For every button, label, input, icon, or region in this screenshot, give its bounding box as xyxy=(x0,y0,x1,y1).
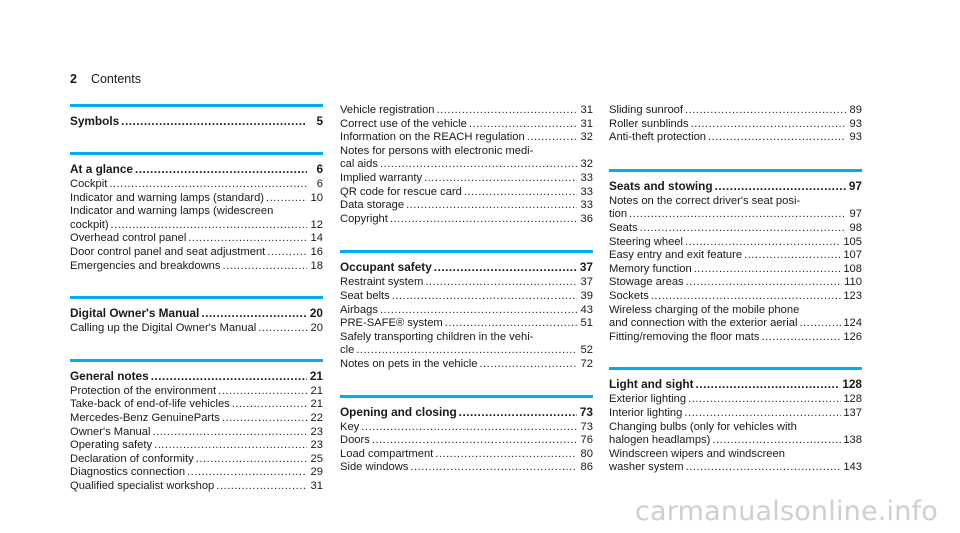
section-divider xyxy=(70,104,323,107)
toc-section-general-notes xyxy=(70,359,323,494)
section-divider xyxy=(340,250,593,253)
toc-entry[interactable]: Overhead control panel ..... 14 xyxy=(70,232,323,246)
toc-entry[interactable]: Memory function ..... 108 xyxy=(609,263,862,277)
toc-entry[interactable]: Take-back of end-of-life vehicles ..... 21 xyxy=(70,398,323,412)
toc-entry[interactable]: Side windows ..... 86 xyxy=(340,461,593,475)
toc-entry[interactable]: Notes on the correct driver's seat posi- xyxy=(609,194,801,207)
toc-entry[interactable]: Easy entry and exit feature ..... 107 xyxy=(609,249,862,263)
toc-section-heading[interactable]: At a glance ..... 6 xyxy=(70,162,323,177)
toc-entry[interactable]: Windscreen wipers and windscreen xyxy=(609,447,785,460)
toc-entry[interactable]: and connection with the exterior aerial ..... 124 xyxy=(609,317,862,331)
toc-entry[interactable]: Safely transporting children in the vehi- xyxy=(340,330,534,343)
toc-section-heading[interactable]: Light and sight ..... 128 xyxy=(609,377,862,392)
toc-section-general-notes-continued xyxy=(340,104,593,226)
toc-entry[interactable]: tion ..... 97 xyxy=(609,208,862,222)
toc-entry[interactable]: Vehicle registration ..... 31 xyxy=(340,104,593,118)
toc-entry[interactable]: Interior lighting ..... 137 xyxy=(609,407,862,421)
page-title: Contents xyxy=(90,72,141,86)
toc-entry[interactable]: Seat belts ..... 39 xyxy=(340,290,593,304)
toc-entry[interactable]: Load compartment ..... 80 xyxy=(340,448,593,462)
toc-entry[interactable]: Copyright ..... 36 xyxy=(340,213,593,227)
watermark-text: carmanualsonline.info xyxy=(635,496,938,527)
section-divider xyxy=(340,395,593,398)
toc-section-heading[interactable]: Opening and closing ..... 73 xyxy=(340,405,593,420)
toc-entry[interactable]: cockpit) ..... 12 xyxy=(70,219,323,233)
toc-section-opening-continued xyxy=(609,104,862,145)
toc-entry[interactable]: Anti-theft protection ..... 93 xyxy=(609,131,862,145)
toc-section-seats-and-stowing xyxy=(609,169,862,345)
toc-entry[interactable]: Cockpit ..... 6 xyxy=(70,178,323,192)
toc-entry[interactable]: Notes on pets in the vehicle ..... 72 xyxy=(340,358,593,372)
page-number: 2 xyxy=(70,72,77,86)
toc-entry[interactable]: Calling up the Digital Owner's Manual ..... 20 xyxy=(70,322,323,336)
toc-entry[interactable]: Airbags ..... 43 xyxy=(340,304,593,318)
toc-entry[interactable]: Sliding sunroof ..... 89 xyxy=(609,104,862,118)
toc-entry[interactable]: Key ..... 73 xyxy=(340,421,593,435)
toc-entry[interactable]: washer system ..... 143 xyxy=(609,461,862,475)
toc-entry[interactable]: Doors ..... 76 xyxy=(340,434,593,448)
toc-column-3 xyxy=(609,104,862,498)
toc-entry[interactable]: Declaration of conformity ..... 25 xyxy=(70,453,323,467)
toc-entry[interactable]: halogen headlamps) ..... 138 xyxy=(609,434,862,448)
section-divider xyxy=(609,169,862,172)
toc-entry[interactable]: Stowage areas ..... 110 xyxy=(609,276,862,290)
toc-column-2 xyxy=(340,104,593,498)
toc-section-digital-owners-manual xyxy=(70,296,323,336)
toc-section-at-a-glance xyxy=(70,152,323,273)
toc-section-heading[interactable]: Digital Owner's Manual ..... 20 xyxy=(70,306,323,321)
toc-entry[interactable]: PRE-SAFE® system ..... 51 xyxy=(340,317,593,331)
toc-entry[interactable]: Sockets ..... 123 xyxy=(609,290,862,304)
toc-entry[interactable]: Changing bulbs (only for vehicles with xyxy=(609,420,797,433)
toc-entry[interactable]: Notes for persons with electronic medi- xyxy=(340,144,534,157)
toc-entry[interactable]: Indicator and warning lamps (widescreen xyxy=(70,205,274,218)
section-divider xyxy=(70,359,323,362)
section-divider xyxy=(70,296,323,299)
toc-entry[interactable]: Restraint system ..... 37 xyxy=(340,276,593,290)
toc-section-heading[interactable]: General notes ..... 21 xyxy=(70,369,323,384)
toc-column-1 xyxy=(70,104,323,517)
toc-entry[interactable]: Wireless charging of the mobile phone xyxy=(609,303,800,316)
toc-entry[interactable]: Door control panel and seat adjustment ..... 16 xyxy=(70,246,323,260)
section-divider xyxy=(70,152,323,155)
toc-entry[interactable]: Roller sunblinds ..... 93 xyxy=(609,118,862,132)
toc-entry[interactable]: cle ..... 52 xyxy=(340,344,593,358)
toc-entry[interactable]: Qualified specialist workshop ..... 31 xyxy=(70,480,323,494)
toc-entry[interactable]: Information on the REACH regulation ..... 32 xyxy=(340,131,593,145)
toc-entry[interactable]: Correct use of the vehicle ..... 31 xyxy=(340,118,593,132)
toc-entry[interactable]: Operating safety ..... 23 xyxy=(70,439,323,453)
toc-section-heading[interactable]: Symbols ..... 5 xyxy=(70,114,323,129)
toc-entry[interactable]: Seats ..... 98 xyxy=(609,222,862,236)
toc-entry[interactable]: QR code for rescue card ..... 33 xyxy=(340,186,593,200)
toc-section-heading[interactable]: Seats and stowing ..... 97 xyxy=(609,179,862,194)
toc-entry[interactable]: Data storage ..... 33 xyxy=(340,199,593,213)
toc-entry[interactable]: Fitting/removing the floor mats ..... 126 xyxy=(609,331,862,345)
toc-entry[interactable]: Owner's Manual ..... 23 xyxy=(70,426,323,440)
toc-entry[interactable]: Emergencies and breakdowns ..... 18 xyxy=(70,260,323,274)
toc-entry[interactable]: Indicator and warning lamps (standard) ..... 10 xyxy=(70,192,323,206)
toc-section-heading[interactable]: Occupant safety ..... 37 xyxy=(340,260,593,275)
toc-section-opening-and-closing xyxy=(340,395,593,475)
toc-entry[interactable]: cal aids ..... 32 xyxy=(340,158,593,172)
toc-entry[interactable]: Implied warranty ..... 33 xyxy=(340,172,593,186)
toc-section-symbols xyxy=(70,104,323,129)
toc-entry[interactable]: Protection of the environment ..... 21 xyxy=(70,385,323,399)
toc-entry[interactable]: Mercedes-Benz GenuineParts ..... 22 xyxy=(70,412,323,426)
section-divider xyxy=(609,367,862,370)
toc-section-light-and-sight xyxy=(609,367,862,475)
page-header xyxy=(70,72,141,86)
toc-section-occupant-safety xyxy=(340,250,593,371)
toc-entry[interactable]: Exterior lighting ..... 128 xyxy=(609,393,862,407)
toc-entry[interactable]: Steering wheel ..... 105 xyxy=(609,236,862,250)
toc-entry[interactable]: Diagnostics connection ..... 29 xyxy=(70,466,323,480)
